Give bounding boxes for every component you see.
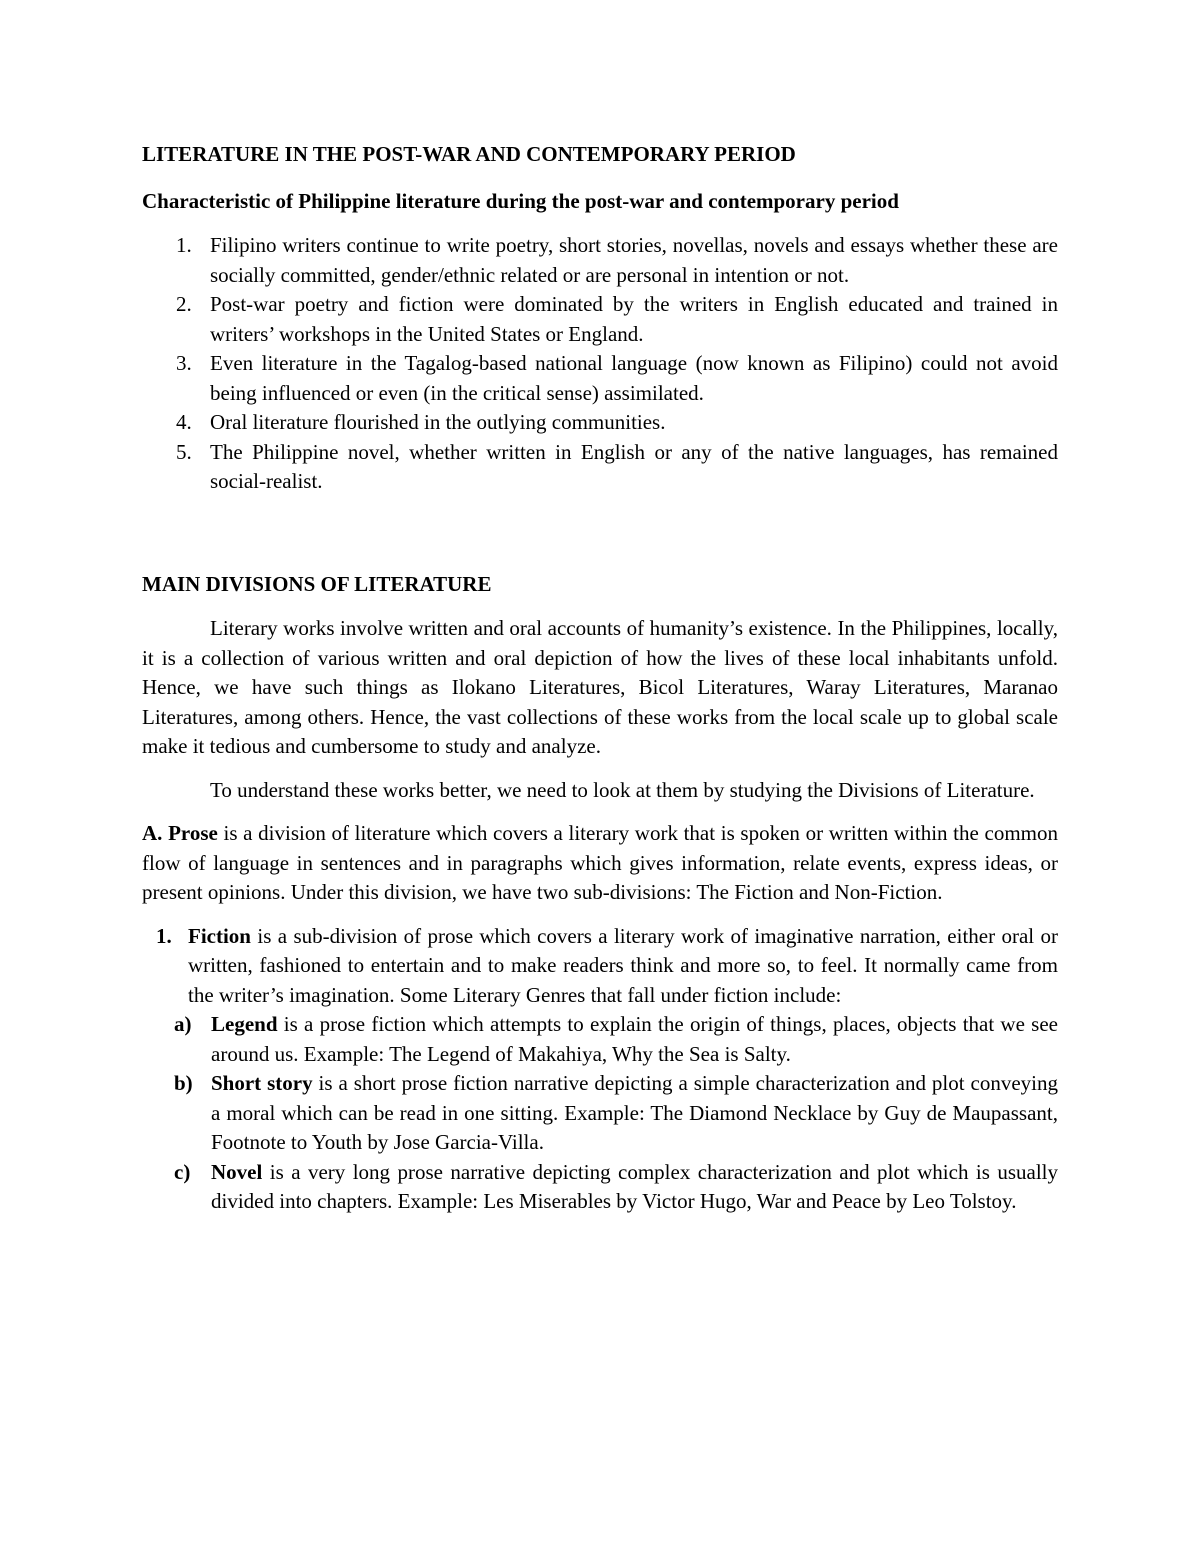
genre-label: Novel bbox=[211, 1159, 263, 1184]
document-title: LITERATURE IN THE POST-WAR AND CONTEMPORARY PERIOD bbox=[142, 142, 796, 166]
list-item bbox=[142, 231, 1058, 290]
list-item-text: Oral literature flourished in the outlying communities. bbox=[210, 410, 666, 434]
genre-text: is a short prose fiction narrative depicting a simple characterization and plot conveying a moral which can be read in one sitting. Example: The Diamond Necklace by Guy de Maupassant, Footnote to Youth by Jose Garcia-Villa. bbox=[211, 1071, 1058, 1154]
genre-text: is a very long prose narrative depicting complex characterization and plot which is usually divided into chapters. Example: Les Miserables by Victor Hugo, War and Peace by Leo Tolstoy. bbox=[211, 1159, 1058, 1213]
list-item-text: Filipino writers continue to write poetry, short stories, novellas, novels and essays whether these are socially committed, gender/ethnic related or are personal in intention or not. bbox=[210, 233, 1058, 287]
characteristics-list bbox=[142, 231, 1058, 497]
list-marker: b) bbox=[174, 1071, 193, 1095]
list-marker: 2. bbox=[176, 292, 192, 316]
list-marker: 5. bbox=[176, 439, 192, 464]
list-marker: c) bbox=[174, 1159, 191, 1184]
list-item bbox=[142, 1158, 1058, 1217]
list-item-text: Even literature in the Tagalog-based national language (now known as Filipino) could not avoid being influenced or even (in the critical sense) assimilated. bbox=[210, 351, 1058, 405]
document-page bbox=[142, 140, 1058, 1217]
list-item bbox=[142, 349, 1058, 408]
main-divisions-paragraph-1: Literary works involve written and oral accounts of humanity’s existence. In the Philippines, locally, it is a collection of various written and oral depiction of how the lives of these local inhabitants unfold. Hence, we have such things as Ilokano Literatures, Bicol Literatures, Waray Literatures, Maranao Literatures, among others. Hence, the vast collections of these works from the local scale up to global scale make it tedious and cumbersome to study and analyze. bbox=[142, 616, 1058, 758]
prose-paragraph bbox=[142, 819, 1058, 908]
prose-text: is a division of literature which covers a literary work that is spoken or written within the common flow of language in sentences and in paragraphs which gives information, relate events, express ideas, or present opinions. Under this division, we have two sub-divisions: The Fiction and Non-Fiction. bbox=[142, 821, 1058, 904]
prose-label: A. Prose bbox=[142, 821, 218, 845]
fiction-text: is a sub-division of prose which covers a literary work of imaginative narration, either oral or written, fashioned to entertain and to make readers think and more so, to feel. It normally came from the writer’s imagination. Some Literary Genres that fall under fiction include: bbox=[188, 923, 1058, 1007]
list-item bbox=[142, 1010, 1058, 1069]
list-item-text: The Philippine novel, whether written in English or any of the native languages, has remained social-realist. bbox=[210, 439, 1058, 493]
main-divisions-paragraph-2: To understand these works better, we need to look at them by studying the Divisions of Literature. bbox=[210, 777, 1035, 802]
characteristics-subtitle: Characteristic of Philippine literature during the post-war and contemporary period bbox=[142, 188, 899, 213]
fiction-label: Fiction bbox=[188, 923, 251, 948]
list-item-text: Post-war poetry and fiction were dominated by the writers in English educated and trained in writers’ workshops in the United States or England. bbox=[210, 292, 1058, 346]
genre-text: is a prose fiction which attempts to explain the origin of things, places, objects that we see around us. Example: The Legend of Makahiya, Why the Sea is Salty. bbox=[211, 1012, 1058, 1066]
list-marker: a) bbox=[174, 1012, 192, 1036]
list-marker: 1. bbox=[176, 233, 192, 257]
list-item bbox=[142, 290, 1058, 349]
list-marker: 4. bbox=[176, 410, 192, 434]
fiction-item bbox=[142, 922, 1058, 1217]
list-item bbox=[142, 438, 1058, 497]
fiction-genres-list bbox=[142, 1010, 1058, 1217]
section-spacer bbox=[142, 497, 1058, 570]
list-marker: 3. bbox=[176, 351, 192, 375]
genre-label: Legend bbox=[211, 1012, 278, 1036]
main-divisions-heading: MAIN DIVISIONS OF LITERATURE bbox=[142, 571, 492, 596]
genre-label: Short story bbox=[211, 1071, 313, 1095]
list-item bbox=[142, 1069, 1058, 1158]
fiction-marker: 1. bbox=[156, 923, 172, 948]
list-item bbox=[142, 408, 1058, 438]
